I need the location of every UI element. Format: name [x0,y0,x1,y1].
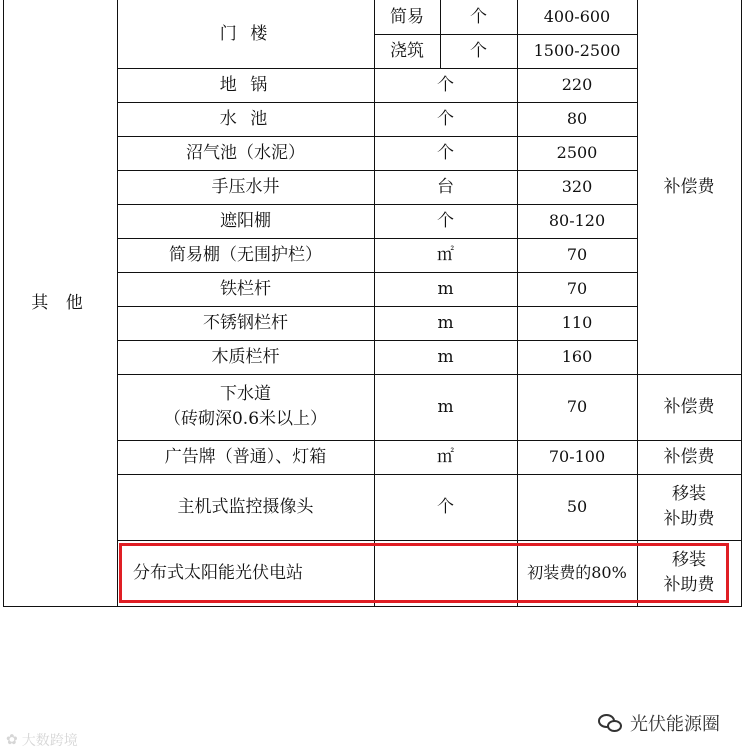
item-label: 简易棚（无围护栏） [169,244,322,265]
item-cell [117,136,374,170]
wechat-icon [598,712,624,734]
unit-cell [374,238,517,272]
unit-label: 个 [437,108,454,129]
note-label: 移装 [672,484,706,505]
price-value: 2500 [556,143,598,163]
watermark [6,730,78,750]
price-value: 初装费的80% [527,563,627,583]
item-cell [117,238,374,272]
price-value: 320 [561,177,593,197]
item-label: 沼气池（水泥） [186,142,305,163]
price-value: 220 [561,75,593,95]
category-label: 其 他 [31,292,89,313]
price-value: 80-120 [548,211,606,231]
item-label: 门 楼 [219,23,272,44]
price-cell [517,272,637,306]
unit-cell [374,272,517,306]
note-label: 补助费 [663,575,715,595]
note-label: 补偿费 [663,396,715,417]
unit-label: m [437,346,454,367]
item-cell [117,374,374,440]
item-label: 遮阳棚 [220,210,271,231]
price-value: 70 [566,245,588,265]
item-cell [117,440,374,474]
item-label: 铁栏杆 [220,278,271,299]
item-label: 下水道 [220,384,271,405]
item-cell [117,340,374,374]
unit-label: 个 [437,74,454,95]
note-label: 补偿费 [663,176,715,197]
unit-label: m [437,312,454,333]
logo-icon: ✿ [6,732,18,748]
price-cell [517,204,637,238]
note-label: 补助费 [663,509,715,529]
price-cell [517,102,637,136]
price-value: 70-100 [548,447,606,467]
price-value: 160 [561,347,593,367]
unit-label: m [437,278,454,299]
note-cell [637,0,741,374]
item-cell [117,474,374,540]
item-label: 手压水井 [211,176,280,197]
price-value: 70 [566,279,588,299]
unit-cell [374,440,517,474]
item-cell [117,272,374,306]
item-cell [117,68,374,102]
unit-label: ㎡ [437,244,454,265]
category-cell [3,0,117,606]
note-label: 补偿费 [663,446,715,467]
unit-label: 个 [437,210,454,231]
item-label: 主机式监控摄像头 [177,496,314,517]
unit-cell [440,34,517,68]
watermark-text: 大数跨境 [21,733,78,749]
price-cell [517,374,637,440]
price-value: 50 [566,497,588,517]
item-sublabel: （砖砌深0.6米以上） [163,409,328,429]
unit-cell [374,340,517,374]
note-label: 移装 [672,550,706,571]
item-label: 木质栏杆 [211,346,280,367]
price-cell [517,340,637,374]
item-label: 地 锅 [219,74,272,95]
item-cell [117,170,374,204]
unit-cell [374,374,517,440]
unit-cell [374,306,517,340]
unit-cell [374,136,517,170]
unit-label: 台 [437,176,454,197]
item-cell [117,306,374,340]
unit-label: 个 [470,40,487,61]
price-cell [517,170,637,204]
item-label: 不锈钢栏杆 [203,312,288,333]
price-value: 80 [566,109,588,129]
brand-label [598,710,720,736]
item-label: 分布式太阳能光伏电站 [133,562,303,583]
unit-cell [374,102,517,136]
price-cell [517,238,637,272]
price-value: 70 [566,397,588,417]
note-cell [637,474,741,540]
subtype-label: 浇筑 [390,40,424,61]
price-cell [517,0,637,34]
price-value: 110 [561,313,593,333]
price-cell [517,306,637,340]
price-value: 1500-2500 [533,41,621,61]
unit-cell [374,474,517,540]
price-cell [517,474,637,540]
unit-cell [374,68,517,102]
unit-cell [374,204,517,238]
unit-label: m [437,396,454,417]
unit-label: 个 [470,6,487,27]
price-cell [517,136,637,170]
item-cell [117,204,374,238]
brand-text: 光伏能源圈 [630,714,720,735]
subtype-cell [374,0,440,34]
subtype-cell [374,34,440,68]
unit-label: 个 [437,496,454,517]
item-label: 广告牌（普通）、灯箱 [164,446,327,467]
item-cell [117,0,374,68]
unit-cell [374,170,517,204]
price-cell [517,34,637,68]
note-cell [637,374,741,440]
item-label: 水 池 [219,108,272,129]
price-value: 400-600 [543,7,611,27]
price-cell [517,68,637,102]
price-cell [517,440,637,474]
unit-label: ㎡ [437,446,454,467]
item-cell [117,102,374,136]
unit-label: 个 [437,142,454,163]
note-cell [637,440,741,474]
unit-cell [440,0,517,34]
subtype-label: 简易 [390,6,424,27]
highlight-box [119,543,729,603]
